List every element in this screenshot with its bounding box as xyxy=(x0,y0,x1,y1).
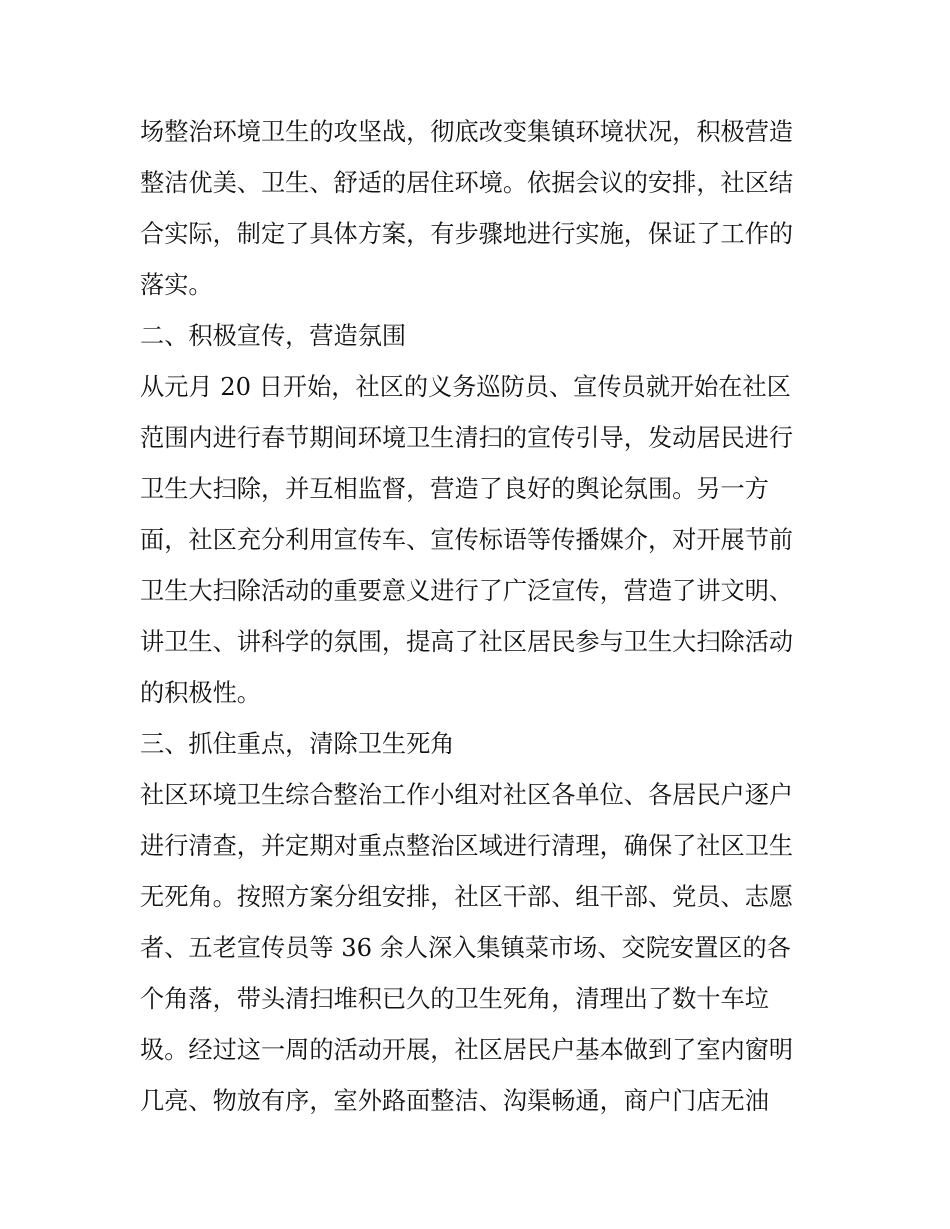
text-line: 落实。 xyxy=(140,271,213,299)
section-heading-3: 三、抓住重点，清除卫生死角 xyxy=(140,730,455,758)
text-line: 讲卫生、讲科学的氛围，提高了社区居民参与卫生大扫除活动 xyxy=(140,628,794,656)
text-line: 几亮、物放有序，室外路面整洁、沟渠畅通，商户门店无油 xyxy=(140,1087,769,1115)
text-line: 面，社区充分利用宣传车、宣传标语等传播媒介，对开展节前 xyxy=(140,526,794,554)
text-line: 圾。经过这一周的活动开展，社区居民户基本做到了室内窗明 xyxy=(140,1036,794,1064)
text-line: 者、五老宣传员等 36 余人深入集镇菜市场、交院安置区的各 xyxy=(140,934,791,962)
text-line: 卫生大扫除活动的重要意义进行了广泛宣传，营造了讲文明、 xyxy=(140,577,794,605)
text-line: 场整治环境卫生的攻坚战，彻底改变集镇环境状况，积极营造 xyxy=(140,118,794,146)
text-line: 进行清查，并定期对重点整治区域进行清理，确保了社区卫生 xyxy=(140,832,794,860)
document-body xyxy=(140,107,820,1127)
text-line: 合实际，制定了具体方案，有步骤地进行实施，保证了工作的 xyxy=(140,220,794,248)
text-line: 社区环境卫生综合整治工作小组对社区各单位、各居民户逐户 xyxy=(140,781,794,809)
text-line: 范围内进行春节期间环境卫生清扫的宣传引导，发动居民进行 xyxy=(140,424,794,452)
text-line: 的积极性。 xyxy=(140,679,261,707)
text-line: 整洁优美、卫生、舒适的居住环境。依据会议的安排，社区结 xyxy=(140,169,794,197)
text-line: 卫生大扫除，并互相监督，营造了良好的舆论氛围。另一方 xyxy=(140,475,769,503)
text-line: 无死角。按照方案分组安排，社区干部、组干部、党员、志愿 xyxy=(140,883,794,911)
section-heading-2: 二、积极宣传，营造氛围 xyxy=(140,322,407,350)
text-line: 从元月 20 日开始，社区的义务巡防员、宣传员就开始在社区 xyxy=(140,373,791,401)
text-line: 个角落，带头清扫堆积已久的卫生死角，清理出了数十车垃 xyxy=(140,985,769,1013)
